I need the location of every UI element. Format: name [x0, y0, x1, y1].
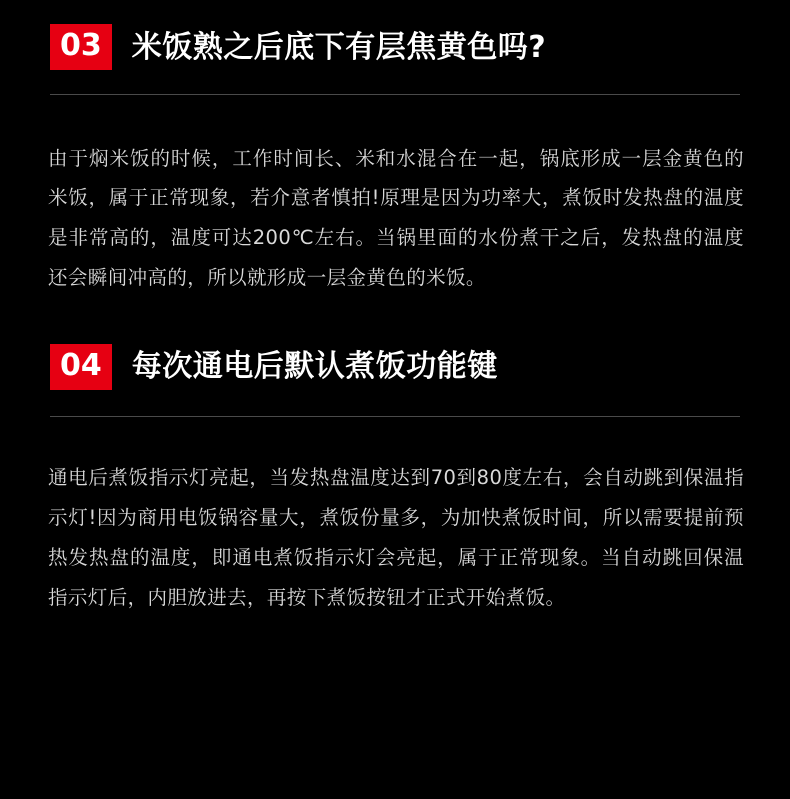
faq-heading: [36, 344, 754, 390]
faq-number-badge: 04: [50, 344, 112, 390]
section-divider: [50, 416, 740, 417]
faq-item-03: [36, 0, 754, 298]
faq-question-title: 米饭熟之后底下有层焦黄色吗?: [131, 29, 547, 65]
faq-answer-text: 通电后煮饭指示灯亮起，当发热盘温度达到70到80度左右，会自动跳到保温指示灯!因为商用电饭锅容量大，煮饭份量多，为加快煮饭时间，所以需要提前预热发热盘的温度，即通电煮饭指示灯会亮起，属于正常现象。当自动跳回保温指示灯后，内胆放进去，再按下煮饭按钮才正式开始煮饭。: [48, 466, 744, 610]
faq-question-title: 每次通电后默认煮饭功能键: [131, 349, 498, 385]
faq-item-04: [36, 318, 754, 618]
faq-heading: [36, 24, 754, 70]
section-divider: [50, 94, 740, 95]
faq-number-badge: 03: [50, 24, 112, 70]
faq-answer-text: 由于焖米饭的时候，工作时间长、米和水混合在一起，锅底形成一层金黄色的米饭，属于正常现象，若介意者慎拍!原理是因为功率大，煮饭时发热盘的温度是非常高的，温度可达200℃左右。当锅里面的水份煮干之后，发热盘的温度还会瞬间冲高的，所以就形成一层金黄色的米饭。: [48, 146, 744, 290]
